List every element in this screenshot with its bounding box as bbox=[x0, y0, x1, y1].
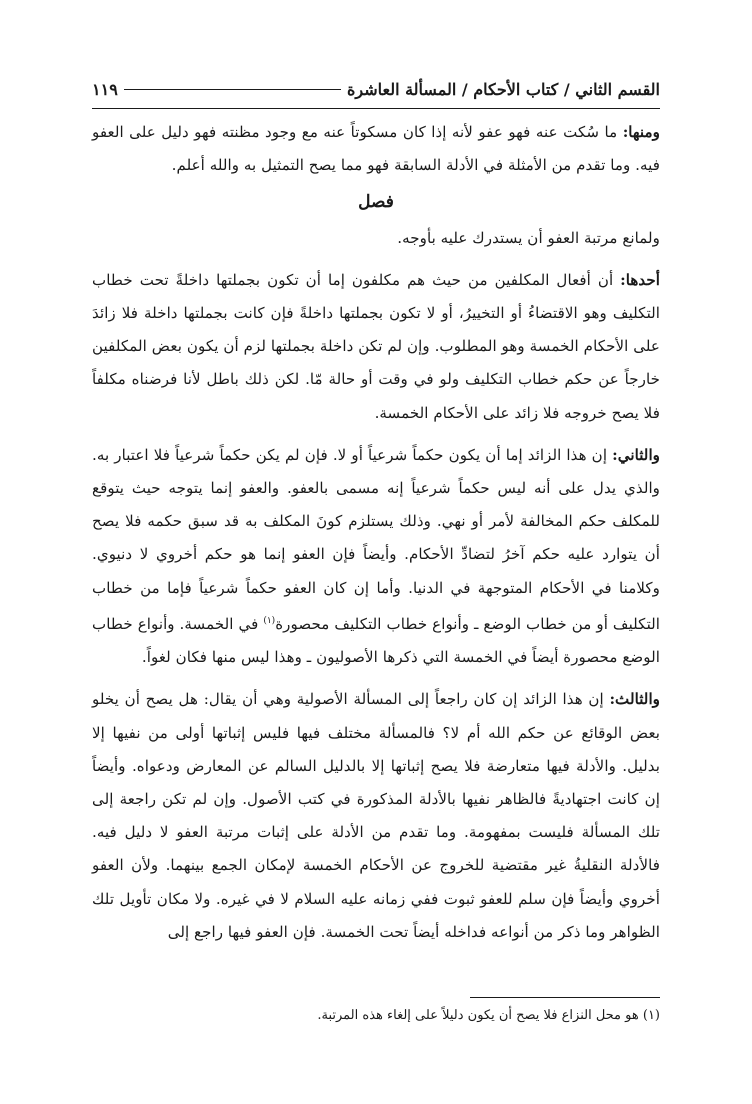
running-header bbox=[92, 74, 660, 104]
header-dash-rule bbox=[124, 89, 341, 90]
paragraph-4 bbox=[92, 439, 660, 674]
paragraph-text: إن هذا الزائد إما أن يكون حكماً شرعياً أو لا. فإن لم يكن حكماً شرعياً فلا اعتبار به. والذي يدل على أنه ليس حكماً شرعياً إنه مسمى بالعفو. والعفو إنما يتوجه حيث يتوقع للمكلف حكم المخالفة لأمر أو نهي. وذلك يستلزم كونَ المكلف به قد سبق حكمه فلا يصح أن يتوارد عليه حكم آخرُ لتضادِّ الأحكام. وأيضاً فإن العفو إنما هو حكم أخروي لا دنيوي. وكلامنا في الأحكام المتوجهة في الدنيا. وأما إن كان العفو حكماً شرعياً فإما من خطاب التكليف أو من خطاب الوضع ـ وأنواع خطاب التكليف محصورة bbox=[92, 445, 661, 633]
page-body bbox=[92, 116, 660, 949]
paragraph-text: إن هذا الزائد إن كان راجعاً إلى المسألة الأصولية وهي أن يقال: هل يصح أن يخلو بعض الوقائع عن حكم الله أم لا؟ فالمسألة مختلف فيها فليس إثباتها أولى من نفيها إلا بدليل. والأدلة فيها متعارضة فلا يصح إثباتها إلا بالدليل السالم عن المعارض ودعواه. وأيضاً إن كانت اجتهاديةً فالظاهر نفيها بالأدلة المذكورة في كتب الأصول. وإن لم تكن راجعة إلى تلك المسألة فليست بمفهومة. وما تقدم من الأدلة على إثبات مرتبة العفو لا دليل فيه. فالأدلة النقليةُ غير مقتضية للخروج عن الأحكام الخمسة لإمكان الجمع بينهما. ولأن العفو أخروي وأيضاً فإن سلم للعفو ثبوت ففي زمانه عليه السلام لا في غيره. ولا مكان تأويل تلك الظواهر وما ذكر من أنواعه فداخله أيضاً تحت الخمسة. فإن العفو فيها راجع إلى bbox=[92, 690, 660, 941]
footnote-divider bbox=[470, 997, 660, 998]
paragraph-text: أن أفعال المكلفين من حيث هم مكلفون إما أن تكون بجملتها داخلةً تحت خطاب التكليف وهو الاقتضاءُ أو التخييرُ، أو لا تكون بجملتها داخلةً فإن كانت بجملتها داخلة فلا زائدَ على الأحكام الخمسة وهو المطلوب. وإن لم تكن داخلة بجملتها لزم أن يكون بعض المكلفين خارجاً عن حكم خطاب التكليف ولو في وقت أو حالة مّا. لكن ذلك باطل لأنا فرضناه مكلفاً فلا يصح خروجه فلا زائد على الأحكام الخمسة. bbox=[92, 270, 660, 422]
header-title: القسم الثاني / كتاب الأحكام / المسألة العاشرة bbox=[347, 79, 660, 99]
paragraph-5 bbox=[92, 683, 660, 949]
paragraph-lead: ومنها: bbox=[622, 123, 660, 141]
paragraph-text: ولمانع مرتبة العفو أن يستدرك عليه بأوجه. bbox=[397, 228, 660, 247]
paragraph-lead: والثاني: bbox=[612, 445, 660, 464]
paragraph-1 bbox=[92, 116, 660, 182]
section-heading: فصل bbox=[358, 192, 394, 213]
paragraph-lead: والثالث: bbox=[609, 690, 660, 709]
footnote: (١) هو محل النزاع فلا يصح أن يكون دليلاً على إلغاء هذه المرتبة. bbox=[317, 1008, 660, 1023]
paragraph-2 bbox=[92, 222, 660, 255]
paragraph-text: في الخمسة. وأنواع خطاب الوضع محصورة أيضاً في الخمسة التي ذكرها الأصوليون ـ وهذا ليس منها فكان لغواً. bbox=[92, 614, 660, 667]
paragraph-lead: أحدها: bbox=[620, 270, 660, 289]
paragraph-3 bbox=[92, 264, 660, 430]
footnote-reference[interactable]: (١) bbox=[263, 615, 276, 626]
header-divider bbox=[92, 108, 660, 109]
paragraph-text: ما سُكت عنه فهو عفو لأنه إذا كان مسكوتاً عنه مع وجود مظنته فهو دليل على العفو فيه. وما تقدم من الأمثلة في الأدلة السابقة فهو مما يصح التمثيل به والله أعلم. bbox=[92, 123, 660, 175]
page-number: ١١٩ bbox=[92, 79, 118, 99]
